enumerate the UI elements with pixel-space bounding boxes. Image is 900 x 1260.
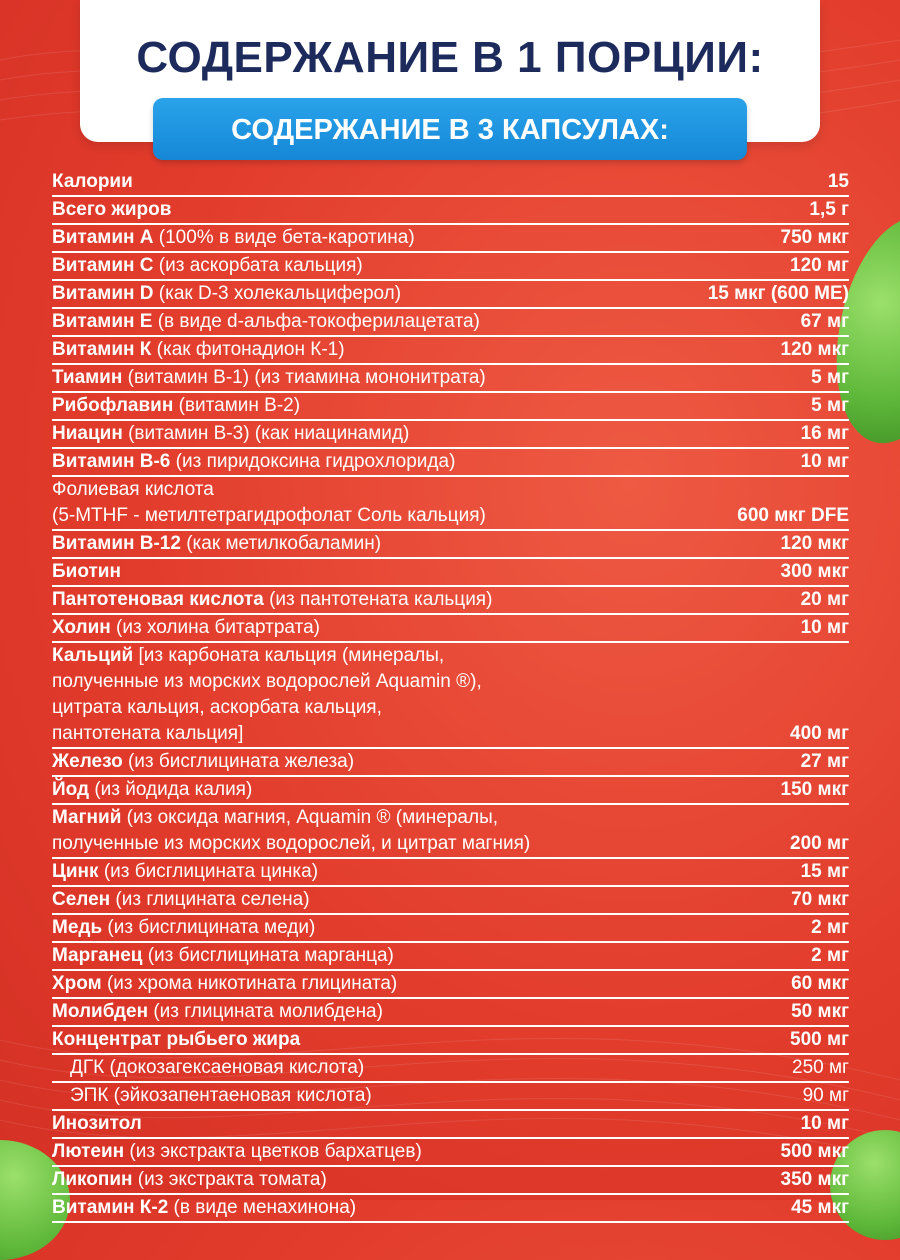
row-description: (из пантотената кальция)	[263, 589, 493, 610]
serving-banner-label: СОДЕРЖАНИЕ В 3 КАПСУЛАХ:	[231, 114, 669, 146]
table-row	[52, 999, 849, 1027]
row-value: 120 мкг	[780, 339, 849, 360]
row-description: (как фитонадион К-1)	[151, 339, 345, 360]
row-name: Кальций	[52, 645, 134, 666]
table-sub-row	[52, 1083, 849, 1111]
table-row	[52, 421, 849, 449]
row-value: 27 мг	[800, 751, 849, 772]
row-name: Ликопин	[52, 1169, 133, 1190]
row-description: (из аскорбата кальция)	[153, 255, 363, 276]
row-value: 50 мкг	[791, 1001, 849, 1022]
table-row	[52, 337, 849, 365]
row-value: 250 мг	[792, 1057, 849, 1078]
row-value: 45 мкг	[791, 1197, 849, 1218]
row-value: 2 мг	[811, 945, 849, 966]
row-description: полученные из морских водорослей Aquamin ®),	[52, 671, 482, 692]
row-value: 120 мкг	[780, 533, 849, 554]
row-description: (из холина битартрата)	[110, 617, 320, 638]
row-name: Витамин Е	[52, 311, 153, 332]
table-row	[52, 749, 849, 777]
row-name: Холин	[52, 617, 111, 638]
row-description: (витамин В-1) (из тиамина мононитрата)	[122, 367, 486, 388]
table-row	[52, 1027, 849, 1055]
row-name: Витамин А	[52, 227, 154, 248]
row-name: Витамин В-12	[52, 533, 181, 554]
row-name: Йод	[52, 779, 90, 800]
row-name: Фолиевая кислота	[52, 479, 214, 500]
row-description: (витамин В-2)	[173, 395, 301, 416]
table-row	[52, 971, 849, 999]
row-description: (из экстракта цветков бархатцев)	[124, 1141, 422, 1162]
row-value: 10 мг	[800, 1113, 849, 1134]
table-row	[52, 225, 849, 253]
table-row	[52, 197, 849, 225]
row-value: 20 мг	[800, 589, 849, 610]
table-row	[52, 253, 849, 281]
table-row-folic-acid	[52, 477, 849, 531]
row-value: 16 мг	[800, 423, 849, 444]
row-value: 15 мкг (600 МЕ)	[707, 283, 849, 304]
row-value: 60 мкг	[791, 973, 849, 994]
table-row	[52, 1111, 849, 1139]
row-value: 15 мг	[800, 861, 849, 882]
table-row	[52, 859, 849, 887]
row-name: Концентрат рыбьего жира	[52, 1029, 301, 1050]
row-value: 120 мг	[790, 255, 849, 276]
table-row	[52, 559, 849, 587]
row-description: (из пиридоксина гидрохлорида)	[170, 451, 456, 472]
row-name: Молибден	[52, 1001, 149, 1022]
row-description: (из бисглицината меди)	[102, 917, 316, 938]
row-name: Тиамин	[52, 367, 123, 388]
table-row	[52, 365, 849, 393]
serving-banner	[153, 98, 747, 160]
row-name: Марганец	[52, 945, 143, 966]
table-row	[52, 1139, 849, 1167]
row-value: 10 мг	[800, 451, 849, 472]
table-row	[52, 615, 849, 643]
row-name: Хром	[52, 973, 102, 994]
table-row-calcium	[52, 643, 849, 749]
row-value: 300 мкг	[780, 561, 849, 582]
row-value: 15	[827, 171, 849, 192]
row-description: (из оксида магния, Aquamin ® (минералы,	[121, 807, 499, 828]
row-value: 2 мг	[811, 917, 849, 938]
row-name: Витамин С	[52, 255, 154, 276]
row-value: 67 мг	[800, 311, 849, 332]
table-row	[52, 531, 849, 559]
row-name: Всего жиров	[52, 199, 172, 220]
table-row	[52, 449, 849, 477]
row-value: 600 мкг DFE	[737, 505, 849, 526]
table-row	[52, 915, 849, 943]
row-description: полученные из морских водорослей, и цитрат магния)	[52, 833, 531, 854]
row-name: Лютеин	[52, 1141, 125, 1162]
row-description: (как D-3 холекальциферол)	[153, 283, 402, 304]
row-description: (из бисглицината марганца)	[142, 945, 394, 966]
row-value: 400 мг	[790, 723, 849, 744]
row-name: Витамин В-6	[52, 451, 171, 472]
row-value: 500 мг	[790, 1029, 849, 1050]
row-value: 90 мг	[802, 1085, 849, 1106]
row-name: Витамин К	[52, 339, 152, 360]
row-name: Биотин	[52, 561, 121, 582]
row-value: 150 мкг	[780, 779, 849, 800]
row-description: [из карбоната кальция (минералы,	[133, 645, 445, 666]
table-row	[52, 887, 849, 915]
table-row	[52, 309, 849, 337]
row-name: Магний	[52, 807, 122, 828]
table-row	[52, 281, 849, 309]
table-row	[52, 1195, 849, 1223]
row-description: (из бисглицината железа)	[122, 751, 355, 772]
row-value: 200 мг	[790, 833, 849, 854]
row-value: 5 мг	[811, 367, 849, 388]
row-name: Железо	[52, 751, 123, 772]
row-description: (из глицината молибдена)	[148, 1001, 383, 1022]
row-description: (как метилкобаламин)	[180, 533, 382, 554]
row-value: 5 мг	[811, 395, 849, 416]
table-row	[52, 1167, 849, 1195]
row-description: цитрата кальция, аскорбата кальция,	[52, 697, 382, 718]
table-row	[52, 393, 849, 421]
row-value: 500 мкг	[780, 1141, 849, 1162]
row-description: (из глицината селена)	[110, 889, 310, 910]
row-name: Цинк	[52, 861, 99, 882]
row-name: ДГК (докозагексаеновая кислота)	[70, 1057, 365, 1078]
row-description: (100% в виде бета-каротина)	[153, 227, 415, 248]
row-description: (из йодида калия)	[89, 779, 253, 800]
row-name: Калории	[52, 171, 133, 192]
row-name: Пантотеновая кислота	[52, 589, 264, 610]
row-value: 350 мкг	[780, 1169, 849, 1190]
row-name: Инозитол	[52, 1113, 142, 1134]
row-name: Ниацин	[52, 423, 123, 444]
row-name: Витамин D	[52, 283, 154, 304]
row-name: Рибофлавин	[52, 395, 174, 416]
row-description: (из экстракта томата)	[132, 1169, 327, 1190]
row-name: Медь	[52, 917, 103, 938]
row-value: 1,5 г	[809, 199, 849, 220]
row-name: Селен	[52, 889, 111, 910]
table-sub-row	[52, 1055, 849, 1083]
table-row	[52, 777, 849, 805]
row-description: (из хрома никотината глицината)	[101, 973, 398, 994]
table-row	[52, 587, 849, 615]
row-description: (витамин В-3) (как ниацинамид)	[122, 423, 410, 444]
row-value: 70 мкг	[791, 889, 849, 910]
table-row	[52, 943, 849, 971]
row-description: (в виде менахинона)	[168, 1197, 357, 1218]
row-description: (в виде d-альфа-токоферилацетата)	[152, 311, 480, 332]
table-row	[52, 169, 849, 197]
page-title: СОДЕРЖАНИЕ В 1 ПОРЦИИ:	[136, 33, 764, 82]
row-description: (5-MTHF - метилтетрагидрофолат Соль кальция)	[52, 505, 486, 526]
row-name: ЭПК (эйкозапентаеновая кислота)	[70, 1085, 372, 1106]
table-row-magnesium	[52, 805, 849, 859]
row-description: (из бисглицината цинка)	[98, 861, 319, 882]
row-description: пантотената кальция]	[52, 723, 244, 744]
row-name: Витамин К-2	[52, 1197, 169, 1218]
row-value: 750 мкг	[780, 227, 849, 248]
row-value: 10 мг	[800, 617, 849, 638]
nutrition-table	[52, 169, 849, 1223]
